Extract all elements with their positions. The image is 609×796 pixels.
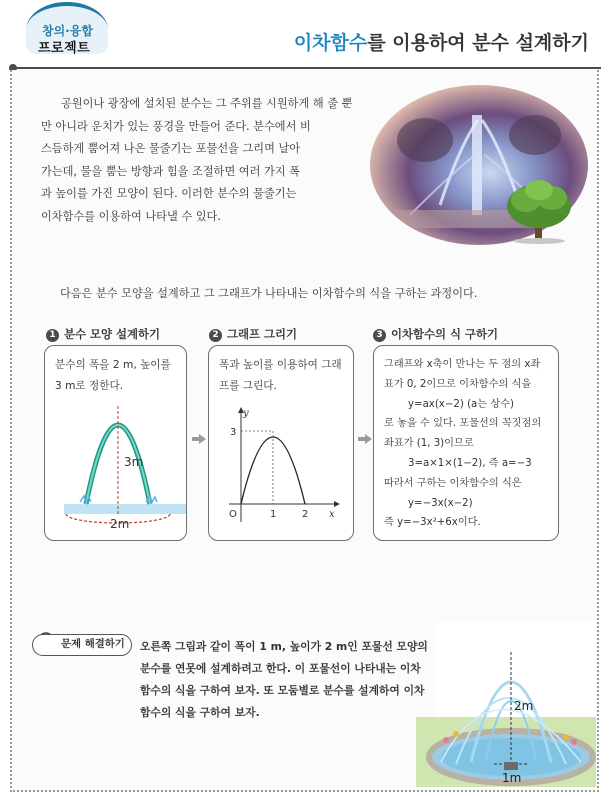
step-2-graph — [211, 404, 351, 534]
step-2-title: 그래프 그리기 — [227, 327, 297, 341]
badge-line1: 창의·융합 — [42, 24, 93, 38]
solve-line: 함수의 식을 구하여 보자. 또 모둠별로 분수를 설계하여 이차 — [140, 684, 425, 697]
pond-fountain-illustration — [416, 622, 596, 787]
step-1-fountain-figure — [46, 396, 186, 536]
intro-paragraph — [41, 93, 386, 228]
step-3-line: 그래프와 x축이 만나는 두 점의 x좌 — [384, 359, 541, 370]
step-2-line: 폭과 높이를 이용하여 그래 — [219, 359, 342, 371]
page-title-highlight: 이차함수 — [293, 32, 368, 54]
step-2-x-axis-label: x — [329, 509, 335, 520]
intro-line: 만 아니라 운치가 있는 풍경을 만들어 준다. 분수에서 비 — [41, 119, 311, 133]
step-1-card — [44, 345, 187, 541]
step-2-tick-y3: 3 — [230, 427, 237, 438]
header-rule — [10, 67, 601, 69]
step-3-equation: y=ax(x−2) (a는 상수) — [408, 398, 515, 410]
step-2-y-axis-label: y — [243, 408, 249, 419]
lead-sentence: 다음은 분수 모양을 설계하고 그 그래프가 나타내는 이차함수의 식을 구하는 과정이다. — [60, 287, 478, 300]
step-1-heading — [46, 326, 160, 342]
step-3-text — [384, 355, 541, 533]
step-1-number: 1 — [46, 329, 59, 342]
page-title — [294, 28, 589, 55]
intro-line: 공원이나 광장에 설치된 분수는 그 주위를 시원하게 해 줄 뿐 — [61, 97, 353, 110]
pond-width-label: 1m — [502, 771, 522, 785]
solve-text — [140, 636, 428, 724]
intro-line: 가는데, 물을 뿜는 방향과 힘을 조절하면 여러 가지 폭 — [41, 164, 300, 178]
step-2-tick-x1: 1 — [270, 509, 277, 520]
arrow-right-icon — [192, 434, 206, 444]
step-1-line: 분수의 폭을 2 m, 높이를 — [55, 359, 171, 371]
intro-line: 과 높이를 가진 모양이 된다. 이러한 분수의 물줄기는 — [41, 187, 297, 200]
step-2-origin-label: O — [229, 509, 237, 520]
solve-line: 분수를 연못에 설계하려고 한다. 이 포물선이 나타내는 이차 — [140, 662, 421, 675]
step-3-equation: 3=a×1×(1−2), 즉 a=−3 — [408, 457, 532, 469]
step-2-card — [208, 345, 354, 541]
arrow-right-icon — [358, 434, 372, 444]
step-1-text — [55, 355, 171, 397]
step-2-heading — [209, 326, 297, 342]
step-3-equation: y=−3x(x−2) — [408, 497, 473, 509]
step-3-heading — [373, 326, 498, 342]
intro-line: 스듬하게 뿜어져 나온 물줄기는 포물선을 그리며 날아 — [41, 142, 301, 155]
step-3-card — [373, 345, 559, 541]
step-1-line: 3 m로 정한다. — [55, 380, 124, 392]
step-2-line: 프를 그린다. — [219, 380, 277, 392]
tree-icon — [500, 178, 578, 244]
step-3-line: 따라서 구하는 이차함수의 식은 — [384, 477, 522, 489]
step-2-number: 2 — [209, 329, 222, 342]
pond-height-label: 2m — [514, 699, 534, 713]
step-2-text — [219, 355, 342, 397]
step-3-line: 로 놓을 수 있다. 포물선의 꼭짓점의 — [384, 418, 542, 430]
solve-line: 오른쪽 그림과 같이 폭이 1 m, 높이가 2 m인 포물선 모양의 — [140, 640, 428, 653]
step-3-number: 3 — [373, 329, 386, 342]
badge-line2: 프로젝트 — [38, 41, 91, 56]
intro-line: 이차함수를 이용하여 나타낼 수 있다. — [41, 209, 221, 223]
step-1-title: 분수 모양 설계하기 — [64, 327, 160, 341]
step-2-tick-x2: 2 — [302, 509, 309, 520]
step-1-width-label: 2m — [110, 517, 130, 531]
solve-badge: 문제 해결하기 — [32, 634, 132, 656]
step-3-line: 좌표가 (1, 3)이므로 — [384, 438, 474, 450]
step-1-height-label: 3m — [124, 455, 144, 469]
step-3-line: 즉 y=−3x²+6x이다. — [384, 517, 481, 529]
step-3-title: 이차함수의 식 구하기 — [391, 327, 498, 341]
step-3-line: 표가 0, 2이므로 이차함수의 식을 — [384, 378, 532, 390]
solve-line: 함수의 식을 구하여 보자. — [140, 706, 260, 719]
page-title-rest: 를 이용하여 분수 설계하기 — [367, 32, 589, 54]
